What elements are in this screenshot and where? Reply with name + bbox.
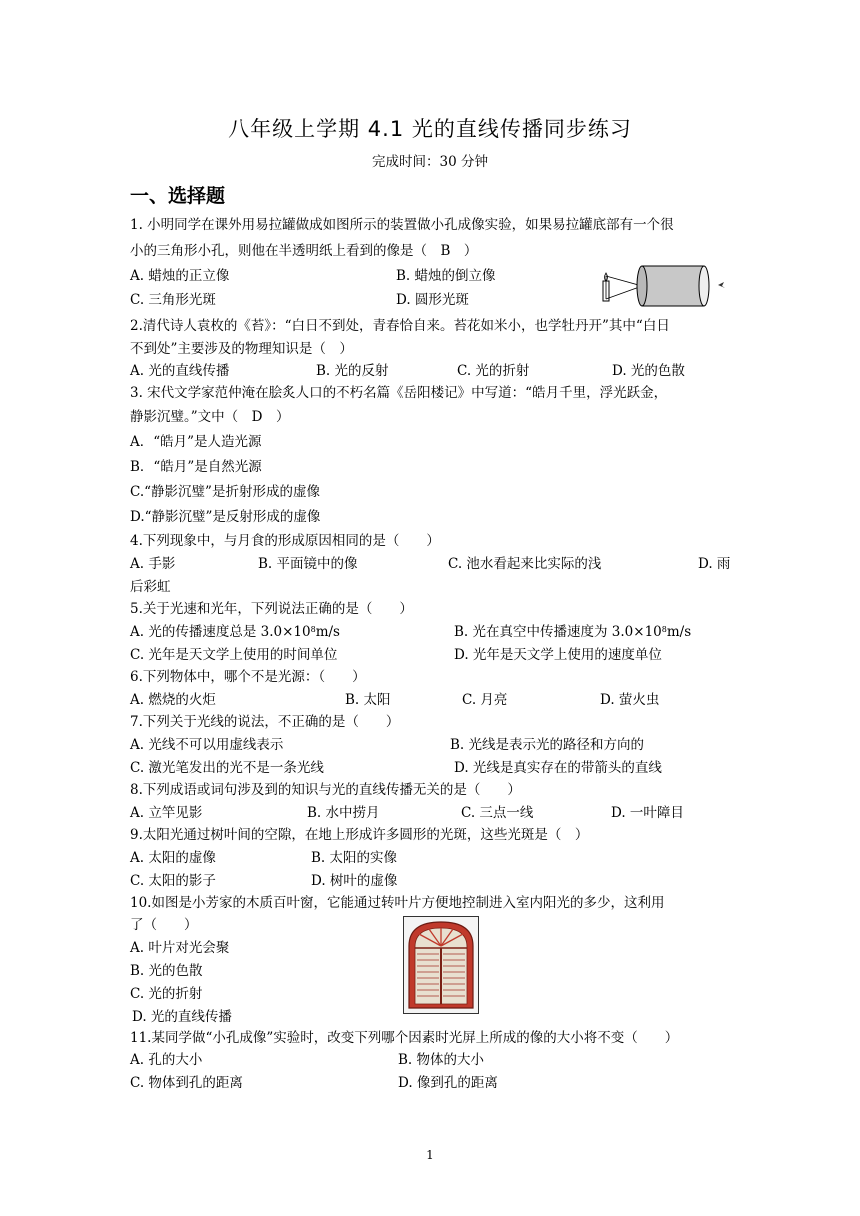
completion-time: 完成时间：30 分钟 bbox=[372, 154, 488, 170]
q7-stem: 7.下列关于光线的说法，不正确的是（ ） bbox=[130, 714, 400, 730]
q11-option-b: B. 物体的大小 bbox=[398, 1052, 485, 1068]
q8-option-a: A. 立竿见影 bbox=[130, 805, 203, 821]
q9-option-c: C. 太阳的影子 bbox=[130, 873, 216, 889]
q9-option-d: D. 树叶的虚像 bbox=[311, 873, 398, 889]
q11-option-c: C. 物体到孔的距离 bbox=[130, 1075, 243, 1091]
q2-stem-line2: 不到处”主要涉及的物理知识是（ ） bbox=[130, 341, 353, 357]
q5-option-a bbox=[130, 621, 340, 643]
q3-option-c: C.“静影沉璧”是折射形成的虚像 bbox=[130, 484, 320, 500]
q6-option-c: C. 月亮 bbox=[462, 692, 508, 708]
q1-stem-line2: 小的三角形小孔，则他在半透明纸上看到的像是（ B ） bbox=[130, 243, 478, 259]
q10-option-d: D. 光的直线传播 bbox=[132, 1009, 232, 1025]
q9-option-a: A. 太阳的虚像 bbox=[130, 850, 216, 866]
q9-option-b: B. 太阳的实像 bbox=[311, 850, 398, 866]
q1-option-a: A. 蜡烛的正立像 bbox=[130, 268, 230, 284]
q5-option-c: C. 光年是天文学上使用的时间单位 bbox=[130, 647, 338, 663]
q2-option-a: A. 光的直线传播 bbox=[130, 363, 230, 379]
section-heading: 一、选择题 bbox=[130, 185, 226, 207]
q10-option-a: A. 叶片对光会聚 bbox=[130, 940, 230, 956]
q2-option-c: C. 光的折射 bbox=[457, 363, 530, 379]
q10-option-b: B. 光的色散 bbox=[130, 963, 203, 979]
q11-option-d: D. 像到孔的距离 bbox=[398, 1075, 498, 1091]
pinhole-camera-figure bbox=[598, 259, 732, 307]
q1-option-b: B. 蜡烛的倒立像 bbox=[396, 268, 496, 284]
page-number: 1 bbox=[426, 1148, 434, 1162]
q4-option-d-part1: D. 雨 bbox=[698, 556, 731, 572]
q5-option-b bbox=[454, 621, 691, 643]
q7-option-b: B. 光线是表示光的路径和方向的 bbox=[450, 737, 645, 753]
q6-option-d: D. 萤火虫 bbox=[600, 692, 660, 708]
q5-a-unit: m/s bbox=[315, 624, 340, 640]
q4-option-d-part2: 后彩虹 bbox=[130, 579, 171, 595]
q5-a-exponent: 8 bbox=[310, 625, 316, 634]
q7-option-a: A. 光线不可以用虚线表示 bbox=[130, 737, 284, 753]
q3-option-a: A．“皓月”是人造光源 bbox=[130, 434, 262, 450]
q10-stem-line1: 10.如图是小芳家的木质百叶窗，它能通过转叶片方便地控制进入室内阳光的多少，这利用 bbox=[130, 895, 665, 911]
can-body bbox=[642, 266, 704, 306]
q8-option-d: D. 一叶障目 bbox=[611, 805, 684, 821]
q8-option-c: C. 三点一线 bbox=[461, 805, 534, 821]
q1-stem-line1: 1. 小明同学在课外用易拉罐做成如图所示的装置做小孔成像实验，如果易拉罐底部有一个很 bbox=[130, 217, 674, 233]
q6-stem: 6.下列物体中，哪个不是光源：（ ） bbox=[130, 669, 366, 685]
q3-option-d: D.“静影沉璧”是反射形成的虚像 bbox=[130, 509, 321, 525]
q7-option-d: D. 光线是真实存在的带箭头的直线 bbox=[454, 760, 662, 776]
q1-option-d: D. 圆形光斑 bbox=[396, 292, 469, 308]
q5-b-exponent: 8 bbox=[661, 625, 667, 634]
q10-stem-line2: 了（ ） bbox=[130, 917, 198, 933]
q2-option-b: B. 光的反射 bbox=[316, 363, 389, 379]
q9-stem: 9.太阳光通过树叶间的空隙，在地上形成许多圆形的光斑，这些光斑是（ ） bbox=[130, 827, 589, 843]
q3-stem-line2: 静影沉璧。”文中（ D ） bbox=[130, 409, 290, 425]
paper-screen bbox=[699, 266, 709, 306]
q4-option-b: B. 平面镜中的像 bbox=[258, 556, 358, 572]
q6-option-b: B. 太阳 bbox=[345, 692, 391, 708]
q2-stem-line1: 2.清代诗人袁枚的《苔》：“白日不到处，青春恰自来。苔花如米小，也学牡丹开”其中“白日 bbox=[130, 318, 670, 334]
shutter-window-figure bbox=[403, 916, 479, 1014]
q8-option-b: B. 水中捞月 bbox=[307, 805, 380, 821]
q5-b-unit: m/s bbox=[666, 624, 692, 640]
q11-option-a: A. 孔的大小 bbox=[130, 1052, 203, 1068]
q5-stem: 5.关于光速和光年，下列说法正确的是（ ） bbox=[130, 601, 413, 617]
q5-option-d: D. 光年是天文学上使用的速度单位 bbox=[454, 647, 662, 663]
q4-stem: 4.下列现象中，与月食的形成原因相同的是（ ） bbox=[130, 533, 440, 549]
q3-option-b: B．“皓月”是自然光源 bbox=[130, 459, 262, 475]
q11-stem: 11.某同学做“小孔成像”实验时，改变下列哪个因素时光屏上所成的像的大小将不变（ ） bbox=[130, 1030, 679, 1046]
q5-a-text: A. 光的传播速度总是 3.0×10 bbox=[130, 624, 311, 640]
page-title: 八年级上学期 4.1 光的直线传播同步练习 bbox=[228, 117, 632, 141]
q10-option-c: C. 光的折射 bbox=[130, 986, 203, 1002]
q7-option-c: C. 激光笔发出的光不是一条光线 bbox=[130, 760, 324, 776]
q3-stem-line1: 3. 宋代文学家范仲淹在脍炙人口的不朽名篇《岳阳楼记》中写道：“皓月千里，浮光跃金， bbox=[130, 385, 668, 401]
image-icon bbox=[718, 282, 725, 288]
q2-option-d: D. 光的色散 bbox=[612, 363, 685, 379]
q4-option-c: C. 池水看起来比实际的浅 bbox=[448, 556, 602, 572]
q4-option-a: A. 手影 bbox=[130, 556, 176, 572]
q1-option-c: C. 三角形光斑 bbox=[130, 292, 216, 308]
q5-b-text: B. 光在真空中传播速度为 3.0×10 bbox=[454, 624, 662, 640]
q8-stem: 8.下列成语或词句涉及到的知识与光的直线传播无关的是（ ） bbox=[130, 782, 521, 798]
q6-option-a: A. 燃烧的火炬 bbox=[130, 692, 216, 708]
